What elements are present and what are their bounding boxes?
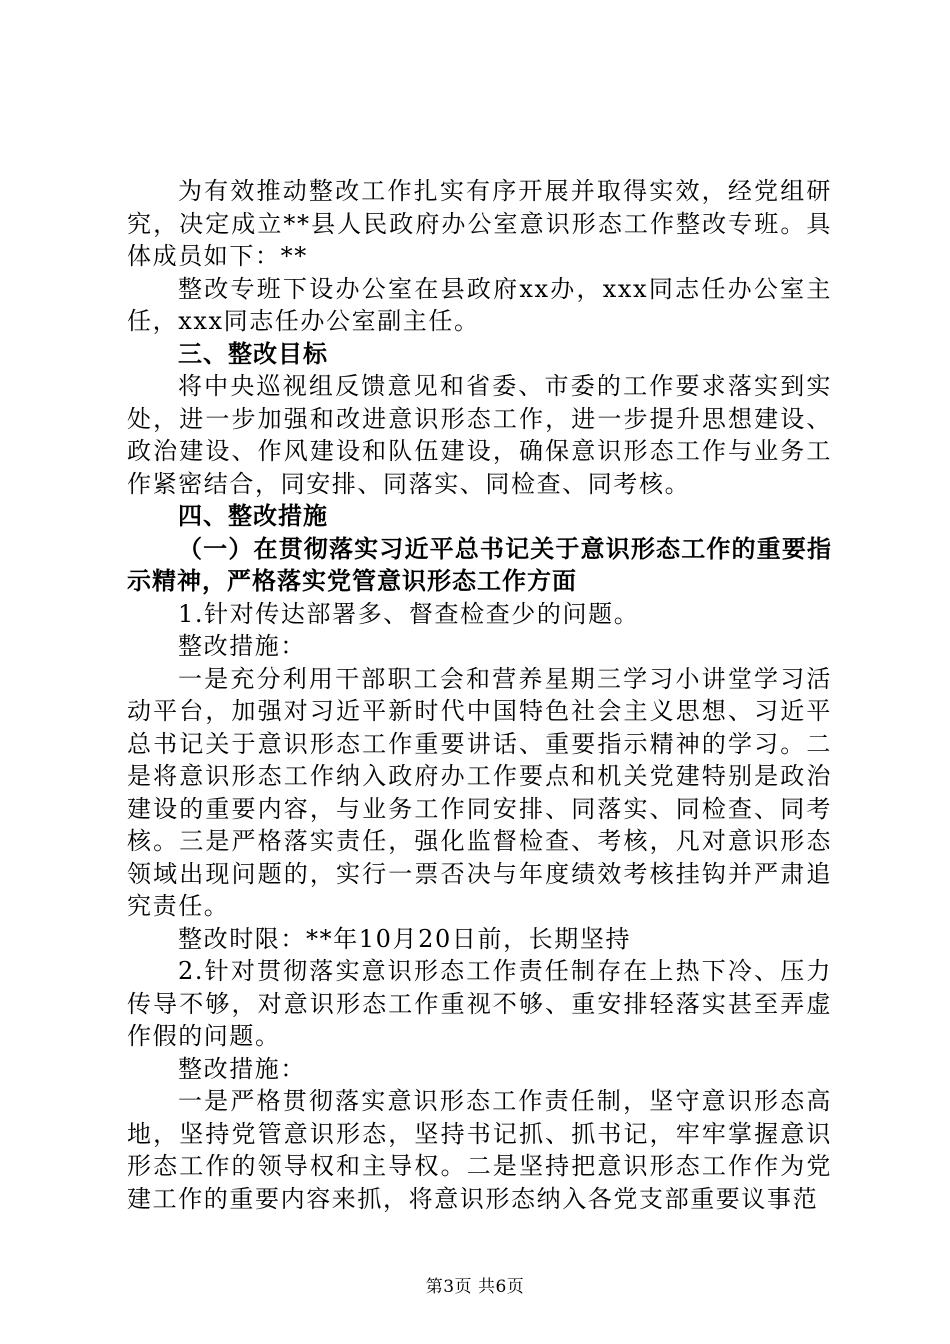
paragraph-measures-label-1: 整改措施： [178, 632, 306, 660]
paragraph-office: 整改专班下设办公室在县政府xx办，xxx同志任办公室主任，xxx同志任办公室副主任。 [127, 274, 832, 335]
paragraph-measures-2: 一是严格贯彻落实意识形态工作责任制，坚守意识形态高地，坚持党管意识形态，坚持书记抓、抓书记，牢牢掌握意识形态工作的领导权和主导权。二是坚持把意识形态工作作为党建工作的重要内容来抓，将意识形态纳入各党支部重要议事范 [127, 1087, 832, 1213]
paragraph-task-force: 为有效推动整改工作扎实有序开展并取得实效，经党组研究，决定成立**县人民政府办公室意识形态工作整改专班。具体成员如下：** [127, 177, 832, 270]
paragraph-goals: 将中央巡视组反馈意见和省委、市委的工作要求落实到实处，进一步加强和改进意识形态工作，进一步提升思想建设、政治建设、作风建设和队伍建设，确保意识形态工作与业务工作紧密结合，同安排、同落实、同检查、同考核。 [127, 372, 832, 498]
page-number-footer: 第3页 共6页 [425, 1277, 525, 1297]
heading-measures: 四、整改措施 [178, 502, 328, 530]
document-body [127, 175, 832, 1215]
paragraph-deadline-1: 整改时限：**年10月20日前，长期坚持 [178, 924, 632, 953]
paragraph-measures-label-2: 整改措施： [178, 1054, 306, 1083]
paragraph-issue-1: 1.针对传达部署多、督查检查少的问题。 [178, 599, 640, 628]
paragraph-measures-1: 一是充分利用干部职工会和营养星期三学习小讲堂学习活动平台，加强对习近平新时代中国特色社会主义思想、习近平总书记关于意识形态工作重要讲话、重要指示精神的学习。二是将意识形态工作纳入政府办工作要点和机关党建特别是政治建设的重要内容，与业务工作同安排、同落实、同检查、同考核。三是严格落实责任，强化监督检查、考核，凡对意识形态领域出现问题的，实行一票否决与年度绩效考核挂钩并严肃追究责任。 [127, 664, 832, 920]
heading-goals: 三、整改目标 [178, 339, 328, 368]
paragraph-issue-2: 2.针对贯彻落实意识形态工作责任制存在上热下冷、压力传导不够，对意识形态工作重视不够、重安排轻落实甚至弄虚作假的问题。 [127, 957, 832, 1050]
subheading-section-one: （一）在贯彻落实习近平总书记关于意识形态工作的重要指示精神，严格落实党管意识形态工作方面 [127, 534, 832, 595]
